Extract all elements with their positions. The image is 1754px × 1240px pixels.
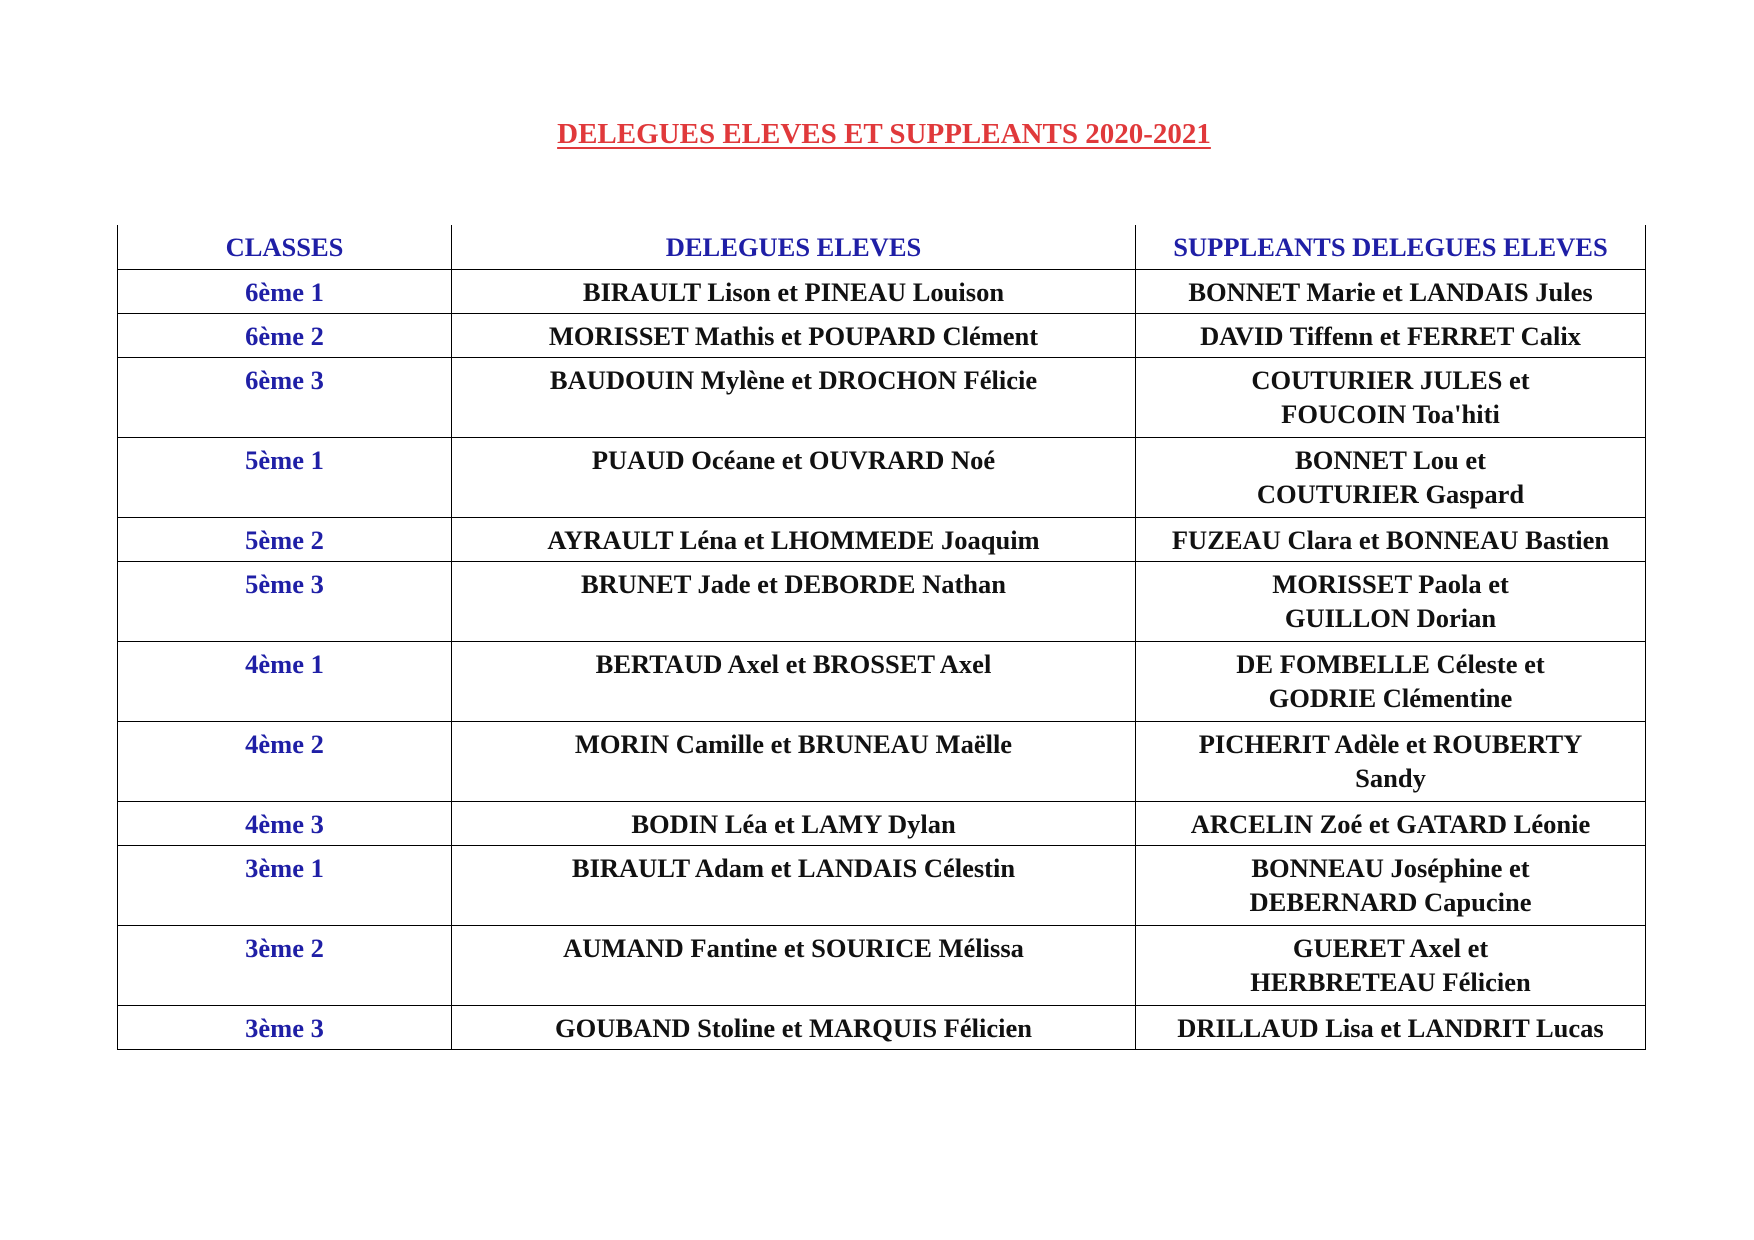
header-suppleants: SUPPLEANTS DELEGUES ELEVES [1136, 225, 1646, 270]
cell-delegues: BERTAUD Axel et BROSSET Axel [452, 642, 1136, 722]
suppleants-line: BONNEAU Joséphine et [1251, 853, 1530, 883]
header-classes: CLASSES [118, 225, 452, 270]
cell-classe: 6ème 1 [118, 270, 452, 314]
suppleants-line: HERBRETEAU Félicien [1250, 967, 1531, 997]
suppleants-line: ARCELIN Zoé et GATARD Léonie [1190, 809, 1591, 839]
table-row [118, 642, 1646, 722]
table-row [118, 518, 1646, 562]
suppleants-line: BONNET Lou et [1295, 445, 1486, 475]
cell-delegues: PUAUD Océane et OUVRARD Noé [452, 438, 1136, 518]
cell-delegues: GOUBAND Stoline et MARQUIS Félicien [452, 1006, 1136, 1050]
cell-suppleants [1136, 270, 1646, 314]
suppleants-line: COUTURIER Gaspard [1256, 479, 1525, 509]
table-row [118, 270, 1646, 314]
suppleants-line: BONNET Marie et LANDAIS Jules [1188, 277, 1593, 307]
cell-suppleants [1136, 802, 1646, 846]
table-row [118, 722, 1646, 802]
table-row [118, 846, 1646, 926]
table-row [118, 438, 1646, 518]
suppleants-line: GUERET Axel et [1292, 933, 1489, 963]
cell-classe: 4ème 3 [118, 802, 452, 846]
cell-classe: 4ème 2 [118, 722, 452, 802]
cell-suppleants [1136, 926, 1646, 1006]
table-header-row [118, 225, 1646, 270]
cell-classe: 6ème 2 [118, 314, 452, 358]
document-title: DELEGUES ELEVES ET SUPPLEANTS 2020-2021 [557, 118, 1211, 150]
table-row [118, 1006, 1646, 1050]
table-row [118, 314, 1646, 358]
cell-classe: 5ème 2 [118, 518, 452, 562]
suppleants-line: Sandy [1355, 763, 1426, 793]
suppleants-line: GUILLON Dorian [1284, 603, 1497, 633]
cell-suppleants [1136, 642, 1646, 722]
cell-delegues: AYRAULT Léna et LHOMMEDE Joaquim [452, 518, 1136, 562]
cell-classe: 5ème 3 [118, 562, 452, 642]
delegates-table [117, 225, 1646, 1050]
table-row [118, 802, 1646, 846]
cell-suppleants [1136, 358, 1646, 438]
suppleants-line: FOUCOIN Toa'hiti [1281, 399, 1500, 429]
cell-delegues: MORIN Camille et BRUNEAU Maëlle [452, 722, 1136, 802]
cell-classe: 3ème 2 [118, 926, 452, 1006]
cell-delegues: BODIN Léa et LAMY Dylan [452, 802, 1136, 846]
cell-delegues: BRUNET Jade et DEBORDE Nathan [452, 562, 1136, 642]
cell-delegues: BIRAULT Adam et LANDAIS Célestin [452, 846, 1136, 926]
table-row [118, 358, 1646, 438]
header-delegues: DELEGUES ELEVES [452, 225, 1136, 270]
suppleants-line: DE FOMBELLE Céleste et [1236, 649, 1545, 679]
cell-classe: 4ème 1 [118, 642, 452, 722]
suppleants-line: PICHERIT Adèle et ROUBERTY [1198, 729, 1583, 759]
cell-delegues: AUMAND Fantine et SOURICE Mélissa [452, 926, 1136, 1006]
cell-suppleants [1136, 518, 1646, 562]
cell-delegues: MORISSET Mathis et POUPARD Clément [452, 314, 1136, 358]
cell-suppleants [1136, 846, 1646, 926]
cell-delegues: BIRAULT Lison et PINEAU Louison [452, 270, 1136, 314]
cell-classe: 3ème 3 [118, 1006, 452, 1050]
cell-suppleants [1136, 438, 1646, 518]
suppleants-line: FUZEAU Clara et BONNEAU Bastien [1171, 525, 1610, 555]
cell-delegues: BAUDOUIN Mylène et DROCHON Félicie [452, 358, 1136, 438]
cell-suppleants [1136, 314, 1646, 358]
table-body [118, 270, 1646, 1050]
cell-suppleants [1136, 1006, 1646, 1050]
cell-suppleants [1136, 722, 1646, 802]
suppleants-line: DEBERNARD Capucine [1249, 887, 1532, 917]
suppleants-line: DRILLAUD Lisa et LANDRIT Lucas [1177, 1013, 1604, 1043]
cell-classe: 5ème 1 [118, 438, 452, 518]
cell-classe: 6ème 3 [118, 358, 452, 438]
table-row [118, 926, 1646, 1006]
table-row [118, 562, 1646, 642]
suppleants-line: DAVID Tiffenn et FERRET Calix [1200, 321, 1581, 351]
suppleants-line: MORISSET Paola et [1272, 569, 1509, 599]
suppleants-line: GODRIE Clémentine [1268, 683, 1513, 713]
suppleants-line: COUTURIER JULES et [1251, 365, 1530, 395]
cell-suppleants [1136, 562, 1646, 642]
cell-classe: 3ème 1 [118, 846, 452, 926]
